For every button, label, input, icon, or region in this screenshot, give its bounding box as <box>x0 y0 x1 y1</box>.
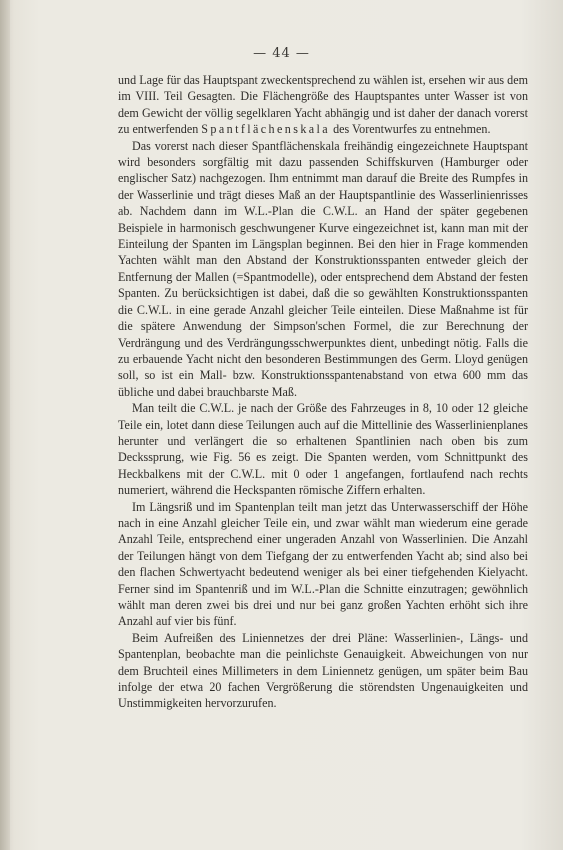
paragraph-3: Man teilt die C.W.L. je nach der Größe des Fahrzeuges in 8, 10 oder 12 gleiche Teile ein, lotet dann diese Teilungen auch auf die Mittellinie des Wasserlinienplanes herunter und verlängert die so erhaltenen Spantlinien nach oben bis zum Deckssprung, wie Fig. 56 es zeigt. Die Spanten werden, vom Schnittpunkt des Heckbalkens mit der C.W.L. mit 0 oder 1 angefangen, fortlaufend nach rechts numeriert, während die Heckspanten römische Ziffern erhalten. <box>118 401 528 498</box>
paragraph-2: Das vorerst nach dieser Spantflächenskala freihändig eingezeichnete Hauptspant wird besonders sorgfältig mit dazu passenden Schiffskurven (Hamburger oder englischer Satz) nachgezogen. Ihm entnimmt man darauf die Breite des Rumpfes in der Wasserlinie und trägt dieses Maß an der Hauptspantlinie des Wasserlinienrisses ab. Nachdem dann im W.L.-Plan die C.W.L. an Hand der später gegebenen Beispiele in harmonisch geschwungener Kurve eingezeichnet ist, kann man mit der Einteilung der Spanten im Längsplan beginnen. Bei den hier in Frage kommenden Yachten wählt man den Abstand der Konstruktionsspanten entweder gleich der Entfernung der Mallen (=Spantmodelle), oder entsprechend dem Abstand der festen Spanten. Zu berücksichtigen ist dabei, daß die so gewählten Konstruktionsspanten die C.W.L. in eine gerade Anzahl gleicher Teile einteilen. Diese Maßnahme ist für die spätere Anwendung der Simpson'schen Formel, die zur Berechnung der Verdrängung und des Verdrängungsschwerpunktes dient, unbedingt nötig. Falls die zu erbauende Yacht nicht den besonderen Bestimmungen des Germ. Lloyd genügen soll, so ist ein Mall- bzw. Konstruktionsspantenabstand von etwa 600 mm das übliche und dabei brauchbarste Maß. <box>118 138 528 399</box>
paragraph-1-text-end: des Vorentwurfes zu entnehmen. <box>330 122 491 137</box>
paragraph-5: Beim Aufreißen des Liniennetzes der drei Pläne: Wasserlinien-, Längs- und Spantenplan, beobachte man die peinlichste Genauigkeit. Abweichungen von nur dem Bruchteil eines Millimeters in dem Liniennetz genügen, um später beim Bau infolge der etwa 20 fachen Vergrößerung die störendsten Ungenauigkeiten und Unstimmigkeiten hervorzurufen. <box>118 630 528 711</box>
body-text <box>118 72 528 712</box>
paragraph-1 <box>118 72 528 138</box>
page-gutter <box>0 0 10 850</box>
paragraph-4: Im Längsriß und im Spantenplan teilt man jetzt das Unterwasserschiff der Höhe nach in eine Anzahl gleicher Teile ein, und zwar wählt man wiederum eine gerade Anzahl Teile, entsprechend einer ungeraden Anzahl von Wasserlinien. Die Anzahl der Teilungen hängt von dem Tiefgang der zu entwerfenden Yacht ab; sind also bei den flachen Schwertyacht bedeutend weniger als bei einer tiefgehenden Kielyacht. Ferner sind im Spantenriß und im W.L.-Plan die Schnitte einzutragen; gewöhnlich wählt man deren zwei bis drei und nur bei ganz großen Yachten erhöht sich ihre Anzahl auf vier bis fünf. <box>118 499 528 629</box>
page-number: — 44 — <box>253 46 310 61</box>
paragraph-1-text: und Lage für das Hauptspant zweckentsprechend zu wählen ist, ersehen wir aus dem im VIII. Teil Gesagten. Die Flächengröße des Hauptspantes unter Wasser ist von dem Gewicht der völlig segelklaren Yacht abhängig und ist daher der danach vorerst zu entwerfenden <box>118 73 528 137</box>
spaced-term: Spantflächenskala <box>201 122 331 137</box>
